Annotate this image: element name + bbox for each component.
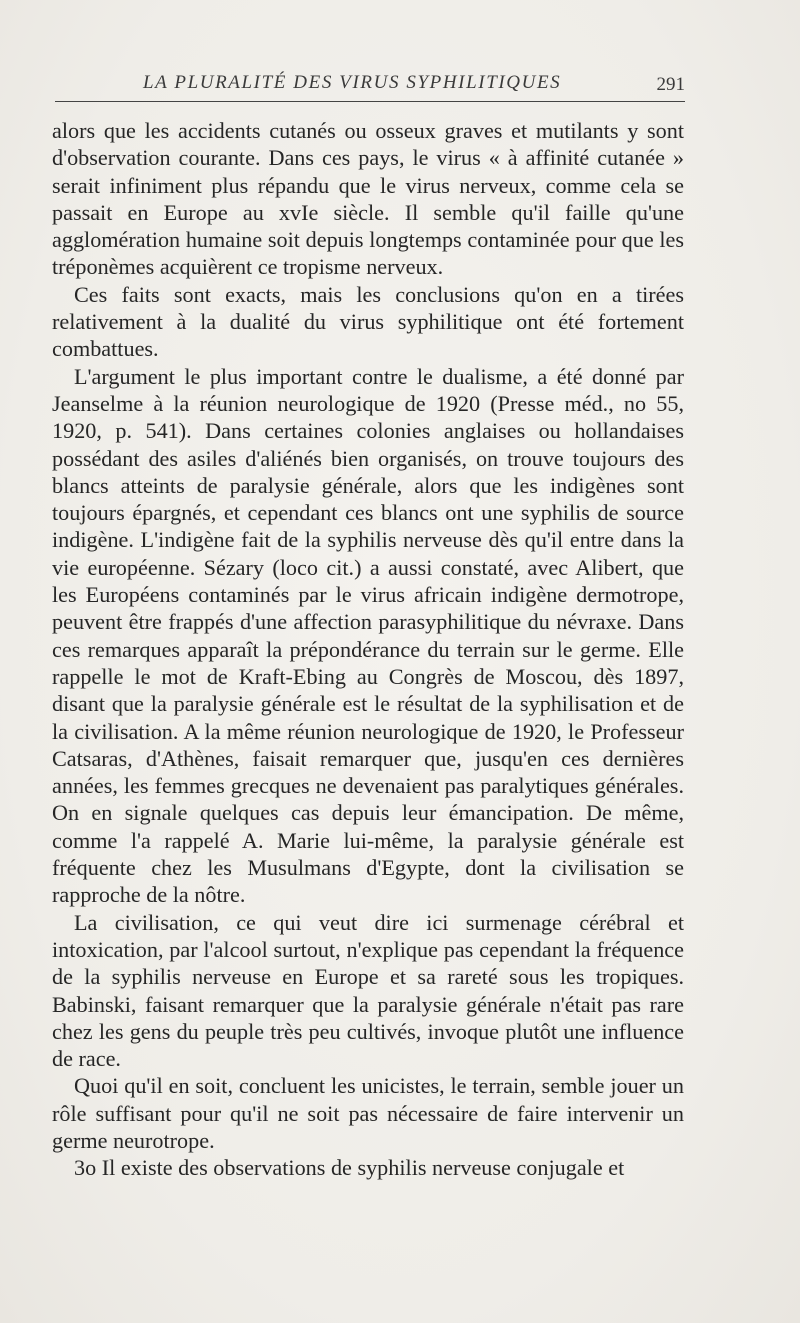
paragraph-1: alors que les accidents cutanés ou osseux graves et mutilants y sont d'observation courante. Dans ces pays, le virus « à affinité cutanée » serait infiniment plus répandu que le virus nerveux, comme cela se passait en Europe au xvIe siècle. Il semble qu'il faille qu'une agglomération humaine soit depuis longtemps contaminée pour que les tréponèmes acquièrent ce tropisme nerveux. xyxy=(52,118,684,280)
paragraph-6: 3o Il existe des observations de syphilis nerveuse conjugale et xyxy=(74,1155,625,1181)
page-number: 291 xyxy=(656,74,685,95)
running-header xyxy=(55,68,685,102)
body-text xyxy=(52,117,684,1182)
header-rule xyxy=(55,101,685,102)
paragraph-5: Quoi qu'il en soit, concluent les unicistes, le terrain, semble jouer un rôle suffisant pour qu'il ne soit pas nécessaire de faire intervenir un germe neurotrope. xyxy=(52,1073,684,1153)
running-title: LA PLURALITÉ DES VIRUS SYPHILITIQUES xyxy=(143,72,562,93)
paragraph-3: L'argument le plus important contre le dualisme, a été donné par Jeanselme à la réunion neurologique de 1920 (Presse méd., no 55, 1920, p. 541). Dans certaines colonies anglaises ou hollandaises possédant des asiles d'aliénés bien organisés, on trouve toujours des blancs atteints de paralysie générale, alors que les indigènes sont toujours épargnés, et cependant ces blancs ont une syphilis de source indigène. L'indigène fait de la syphilis nerveuse dès qu'il entre dans la vie européenne. Sézary (loco cit.) a aussi constaté, avec Alibert, que les Européens contaminés par le virus africain indigène dermotrope, peuvent être frappés d'une affection parasyphilitique du névraxe. Dans ces remarques apparaît la prépondérance du terrain sur le germe. Elle rappelle le mot de Kraft-Ebing au Congrès de Moscou, dès 1897, disant que la paralysie générale est le résultat de la syphilisation et de la civilisation. A la même réunion neurologique de 1920, le Professeur Catsaras, d'Athènes, faisait remarquer que, jusqu'en ces dernières années, les femmes grecques ne devenaient pas paralytiques générales. On en signale quelques cas depuis leur émancipation. De même, comme l'a rappelé A. Marie lui-même, la paralysie générale est fréquente chez les Musulmans d'Egypte, dont la civilisation se rapproche de la nôtre. xyxy=(52,363,684,908)
paragraph-2: Ces faits sont exacts, mais les conclusions qu'on en a tirées relativement à la dualité du virus syphilitique ont été fortement combattues. xyxy=(52,281,684,362)
paragraph-4: La civilisation, ce qui veut dire ici surmenage cérébral et intoxication, par l'alcool surtout, n'explique pas cependant la fréquence de la syphilis nerveuse en Europe et sa rareté sous les tropiques. Babinski, faisant remarquer que la paralysie générale n'était pas rare chez les gens du peuple très peu cultivés, invoque plutôt une influence de race. xyxy=(52,909,684,1072)
